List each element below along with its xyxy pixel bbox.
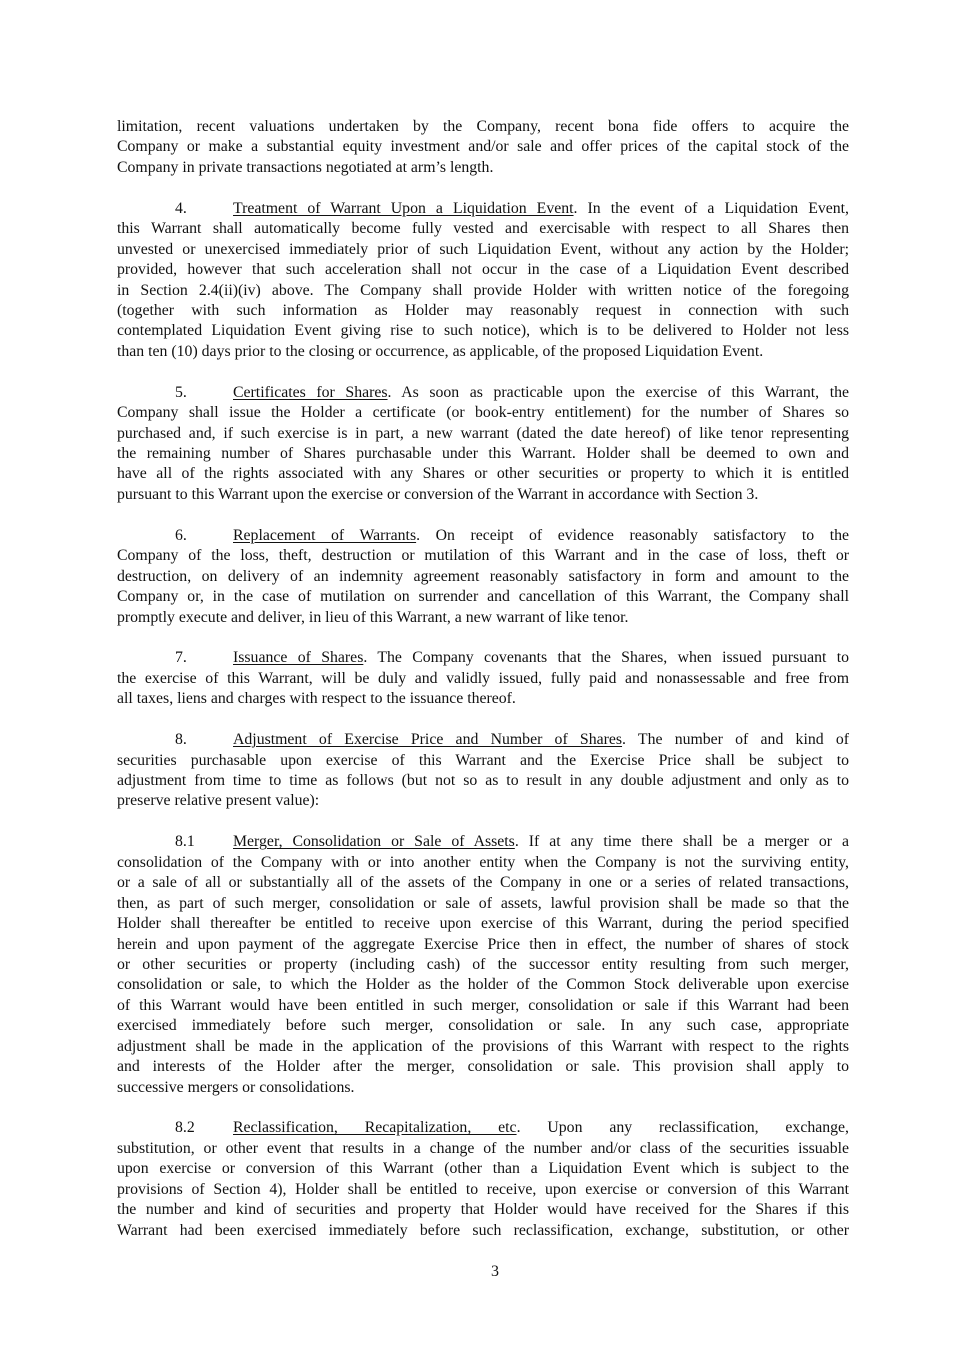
paragraph bbox=[117, 648, 849, 709]
text-line: consolidation or sale, to which the Holder as the holder of the Common Stock deliverable upon exercise bbox=[117, 976, 849, 994]
paragraph-heading-line bbox=[117, 199, 849, 219]
text-line: limitation, recent valuations undertaken by the Company, recent bona fide offers to acquire the bbox=[117, 118, 849, 135]
paragraph bbox=[117, 1118, 849, 1241]
text-line: or other securities or property (including cash) of the successor entity resulting from such merger, bbox=[117, 955, 849, 973]
section-first-line-text: . The Company covenants that the Shares, when issued pursuant to bbox=[363, 649, 849, 667]
section-number: 4. bbox=[175, 199, 187, 217]
paragraph bbox=[117, 117, 849, 178]
text-line: consolidation of the Company with or into another entity when the Company is not the surviving entity, bbox=[117, 853, 849, 871]
text-line: Company in private transactions negotiated at arm’s length. bbox=[117, 158, 494, 176]
text-line: pursuant to this Warrant upon the exercise or conversion of the Warrant in accordance with Section 3. bbox=[117, 485, 759, 503]
text-line: promptly execute and deliver, in lieu of this Warrant, a new warrant of like tenor. bbox=[117, 608, 629, 626]
section-first-line-text: . The number of and kind of bbox=[622, 731, 850, 749]
text-line: destruction, on delivery of an indemnity agreement reasonably satisfactory in form and amount to the bbox=[117, 567, 849, 585]
document-body bbox=[117, 117, 849, 1262]
section-title: Treatment of Warrant Upon a Liquidation Event bbox=[233, 199, 574, 217]
text-line: securities purchasable upon exercise of this Warrant and the Exercise Price shall be subject to bbox=[117, 751, 849, 769]
text-line: have all of the rights associated with any Shares or other securities or property to which it is entitled bbox=[117, 465, 849, 483]
text-line: Company of the loss, theft, destruction or mutilation of this Warrant and in the case of loss, theft or bbox=[117, 547, 849, 565]
text-line: than ten (10) days prior to the closing or occurrence, as applicable, of the proposed Liquidation Event. bbox=[117, 342, 764, 360]
section-title: Certificates for Shares bbox=[233, 383, 388, 401]
paragraph bbox=[117, 199, 849, 363]
text-line: or a sale of all or substantially all of the assets of the Company in one or a series of related transactions, bbox=[117, 874, 849, 892]
text-line: the number and kind of securities and property that Holder would have received for the Shares if this bbox=[117, 1201, 849, 1219]
paragraph-heading-line bbox=[117, 832, 849, 852]
text-line: unvested or unexercised immediately prior of such Liquidation Event, without any action by the Holder; bbox=[117, 240, 849, 258]
section-number: 8.2 bbox=[175, 1119, 195, 1137]
text-line: substitution, or other event that results in a change of the number and/or class of the securities issuable bbox=[117, 1139, 849, 1157]
paragraph-heading-line bbox=[117, 1118, 849, 1138]
text-line: provisions of Section 4), Holder shall be entitled to receive, upon exercise or conversion of this Warrant bbox=[117, 1180, 849, 1198]
text-line: Company shall issue the Holder a certificate (or book-entry entitlement) for the number of Shares so bbox=[117, 404, 849, 422]
text-line: purchased and, if such exercise is in part, a new warrant (dated the date hereof) of like tenor representing bbox=[117, 424, 849, 442]
section-title: Reclassification, Recapitalization, etc bbox=[233, 1119, 517, 1137]
text-line: provided, however that such acceleration shall not occur in the case of a Liquidation Event described bbox=[117, 261, 849, 279]
section-number: 6. bbox=[175, 526, 187, 544]
paragraph bbox=[117, 383, 849, 506]
text-line: exercised immediately before such merger, consolidation or sale. In any such case, appropriate bbox=[117, 1017, 849, 1035]
paragraph bbox=[117, 832, 849, 1098]
paragraph bbox=[117, 526, 849, 628]
text-line: successive mergers or consolidations. bbox=[117, 1078, 355, 1096]
text-line: contemplated Liquidation Event giving rise to such notice), which is to be delivered to Holder not less bbox=[117, 322, 849, 340]
paragraph-heading-line bbox=[117, 383, 849, 403]
text-line: of this Warrant would have been entitled in such merger, consolidation or sale if this Warrant had been bbox=[117, 996, 849, 1014]
text-line: herein and upon payment of the aggregate Exercise Price then in effect, the number of shares of stock bbox=[117, 935, 849, 953]
text-line: then, as part of such merger, consolidation or sale of assets, lawful provision shall be made so that the bbox=[117, 894, 849, 912]
text-line: and interests of the Holder after the merger, consolidation or sale. This provision shall apply to bbox=[117, 1058, 849, 1076]
text-line: the remaining number of Shares purchasable under this Warrant. Holder shall be deemed to own and bbox=[117, 445, 849, 462]
section-title: Adjustment of Exercise Price and Number of Shares bbox=[233, 731, 623, 749]
paragraph bbox=[117, 730, 849, 812]
section-title: Replacement of Warrants bbox=[233, 526, 417, 544]
text-line: upon exercise or conversion of this Warrant (other than a Liquidation Event which is subject to the bbox=[117, 1160, 849, 1178]
paragraph-heading-line bbox=[117, 526, 849, 546]
text-line: Holder shall thereafter be entitled to receive upon exercise of this Warrant, during the period specified bbox=[117, 915, 849, 933]
section-number: 8. bbox=[175, 731, 187, 749]
text-line: Company or make a substantial equity investment and/or sale and offer prices of the capital stock of the bbox=[117, 138, 849, 156]
text-line: adjustment from time to time as follows (but not so as to result in any double adjustment and only as to bbox=[117, 772, 849, 789]
text-line: this Warrant shall automatically become fully vested and exercisable with respect to all Shares then bbox=[117, 220, 849, 238]
page-number: 3 bbox=[491, 1263, 499, 1280]
section-title: Issuance of Shares bbox=[233, 649, 364, 667]
text-line: adjustment shall be made in the application of the provisions of this Warrant with respect to the rights bbox=[117, 1037, 849, 1055]
text-line: the exercise of this Warrant, will be duly and validly issued, fully paid and nonassessable and free from bbox=[117, 669, 849, 687]
text-line: all taxes, liens and charges with respect to the issuance thereof. bbox=[117, 690, 516, 708]
text-line: Warrant had been exercised immediately before such reclassification, exchange, substitution, or other bbox=[117, 1221, 849, 1239]
paragraph-heading-line bbox=[117, 730, 849, 750]
section-title: Merger, Consolidation or Sale of Assets bbox=[233, 833, 515, 851]
section-first-line-text: . If at any time there shall be a merger or a bbox=[514, 833, 849, 851]
section-first-line-text: . As soon as practicable upon the exercise of this Warrant, the bbox=[387, 383, 849, 401]
section-first-line-text: . In the event of a Liquidation Event, bbox=[573, 199, 849, 217]
section-first-line-text: . Upon any reclassification, exchange, bbox=[516, 1119, 850, 1137]
paragraph-heading-line bbox=[117, 648, 849, 668]
text-line: preserve relative present value): bbox=[117, 792, 320, 810]
section-number: 7. bbox=[175, 649, 187, 667]
text-line: (together with such information as Holder may reasonably request in connection with such bbox=[117, 301, 849, 319]
text-line: Company or, in the case of mutilation on surrender and cancellation of this Warrant, the Company shall bbox=[117, 588, 849, 606]
text-line: in Section 2.4(ii)(iv) above. The Company shall provide Holder with written notice of the foregoing bbox=[117, 281, 849, 299]
section-number: 8.1 bbox=[175, 833, 195, 851]
section-first-line-text: . On receipt of evidence reasonably satisfactory to the bbox=[416, 526, 849, 544]
section-number: 5. bbox=[175, 383, 187, 401]
